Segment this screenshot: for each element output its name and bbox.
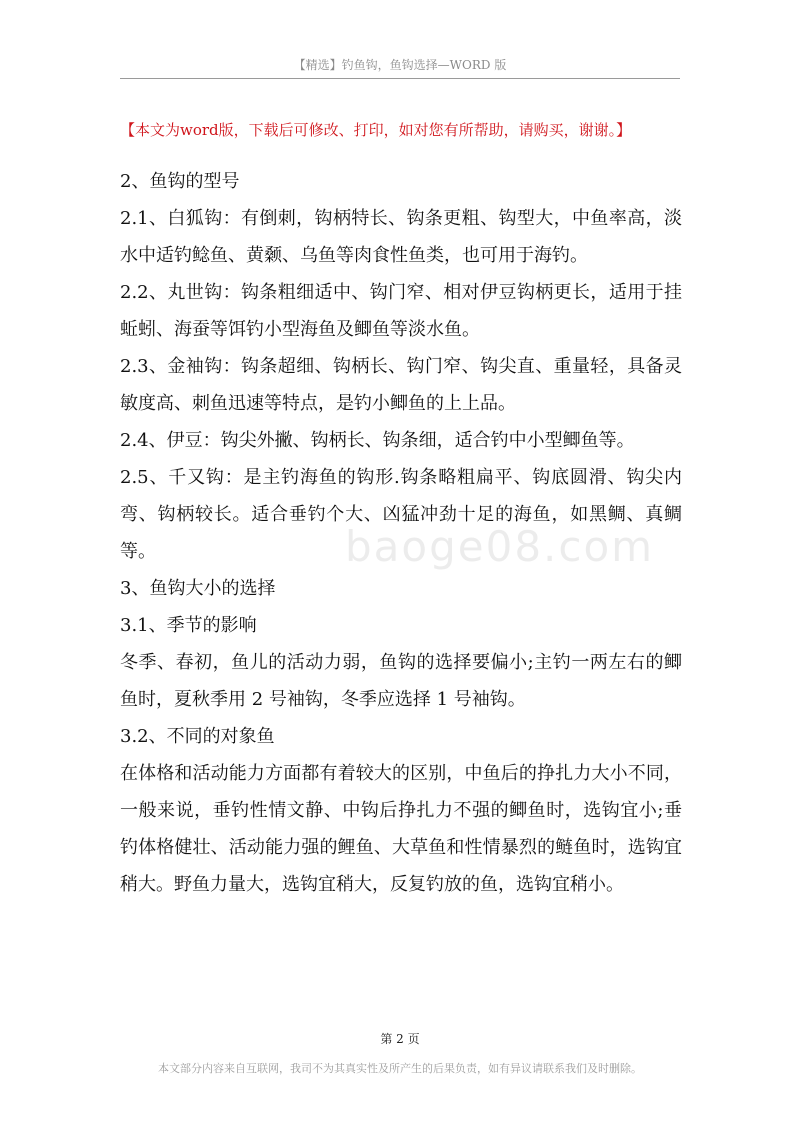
download-notice: 【本文为word版，下载后可修改、打印，如对您有所帮助，请购买，谢谢。】 [120, 121, 632, 139]
page-number: 第 2 页 [380, 1032, 420, 1046]
paragraph: 2.5、千又钩：是主钓海鱼的钩形.钩条略粗扁平、钩底圆滑、钩尖内弯、钩柄较长。适合垂钓个大、凶猛冲劲十足的海鱼，如黑鲷、真鲷等。 [120, 467, 682, 562]
header-divider [120, 78, 680, 79]
section-heading: 2、鱼钩的型号 [120, 171, 240, 192]
paragraph: 2.4、伊豆：钩尖外撇、钩柄长、钩条细，适合钓中小型鲫鱼等。 [120, 430, 635, 451]
paragraph: 2.1、白狐钩：有倒刺，钩柄特长、钩条更粗、钩型大，中鱼率高，淡水中适钓鲶鱼、黄颡、乌鱼等肉食性鱼类，也可用于海钓。 [120, 208, 682, 266]
paragraph: 在体格和活动能力方面都有着较大的区别，中鱼后的挣扎力大小不同，一般来说，垂钓性情文静、中钩后挣扎力不强的鲫鱼时，选钩宜小;垂钓体格健壮、活动能力强的鲤鱼、大草鱼和性情暴烈的鲢鱼时，选钩宜稍大。野鱼力量大，选钩宜稍大，反复钓放的鱼，选钩宜稍小。 [120, 763, 682, 895]
paragraph: 2.2、丸世钩：钩条粗细适中、钩门窄、相对伊豆钩柄更长，适用于挂蚯蚓、海蚕等饵钓小型海鱼及鲫鱼等淡水鱼。 [120, 282, 682, 340]
subsection-heading: 3.2、不同的对象鱼 [120, 726, 275, 747]
page-footer: 本文部分内容来自互联网，我司不为其真实性及所产生的后果负责，如有异议请联系我们及时删除。 [158, 1062, 642, 1075]
subsection-heading: 3.1、季节的影响 [120, 615, 257, 636]
section-heading: 3、鱼钩大小的选择 [120, 578, 276, 599]
document-body [120, 163, 682, 903]
paragraph: 冬季、春初，鱼儿的活动力弱，鱼钩的选择要偏小;主钓一两左右的鲫鱼时，夏秋季用 2 号袖钩，冬季应选择 1 号袖钩。 [120, 652, 682, 710]
watermark: baoge08.com [345, 522, 655, 571]
paragraph: 2.3、金袖钩：钩条超细、钩柄长、钩门窄、钩尖直、重量轻，具备灵敏度高、刺鱼迅速等特点，是钓小鲫鱼的上上品。 [120, 356, 682, 414]
page-header: 【精选】钓鱼钩，鱼钩选择—WORD 版 [293, 58, 507, 72]
